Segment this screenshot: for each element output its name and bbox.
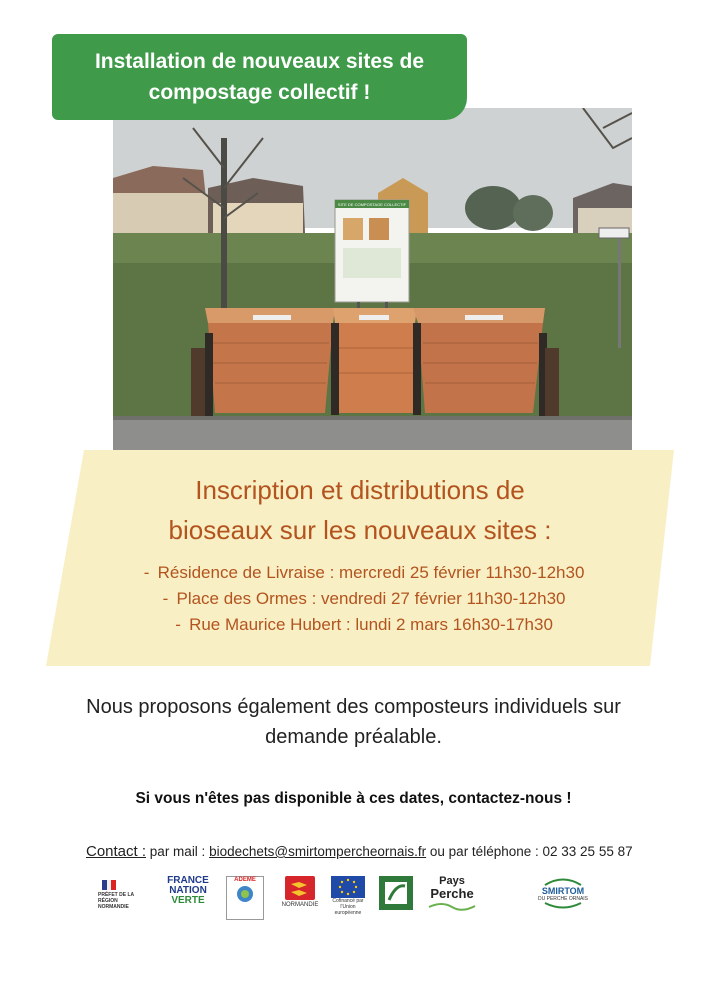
ademe-logo: ADEME	[226, 876, 264, 920]
prefet-normandie-logo: PRÉFET DE LA RÉGION NORMANDIE	[98, 876, 148, 922]
compost-photo-illustration	[113, 108, 632, 456]
unavailable-note: Si vous n'êtes pas disponible à ces dates, contactez-nous !	[135, 790, 572, 807]
region-normandie-logo: NORMANDIE	[278, 876, 322, 922]
phone-number: 02 33 25 55 87	[542, 844, 633, 859]
distribution-list	[60, 560, 660, 638]
partner-logos	[98, 876, 598, 926]
list-item: - Résidence de Livraise : mercredi 25 février 11h30-12h30	[143, 563, 585, 582]
info-title-line-2: bioseaux sur les nouveaux sites :	[168, 515, 552, 545]
compost-site-photo	[113, 108, 632, 456]
smirtom-logo: SMIRTOM DU PERCHE ORNAIS	[538, 876, 588, 922]
eu-flag-logo: Cofinancé par l'Union européenne	[330, 876, 366, 922]
france-nation-verte-logo: FRANCE NATION VERTE	[167, 875, 209, 906]
info-title-line-1: Inscription et distributions de	[195, 475, 525, 505]
contact-label: Contact :	[86, 843, 147, 860]
list-item: - Place des Ormes : vendredi 27 février 11h30-12h30	[162, 589, 566, 608]
leader-logo	[378, 876, 414, 922]
info-panel	[60, 470, 660, 638]
sign-title: SITE DE COMPOSTAGE COLLECTIF	[337, 202, 407, 207]
title-line-1: Installation de nouveaux sites de	[94, 50, 425, 73]
pays-perche-ornais-logo: Pays Perche	[424, 876, 480, 922]
email-link[interactable]: biodechets@smirtompercheornais.fr	[209, 844, 427, 859]
contact-line: Contact : par mail : biodechets@smirtompercheornais.fr ou par téléphone : 02 33 25 55 87	[86, 843, 633, 860]
list-item: - Rue Maurice Hubert : lundi 2 mars 16h30-17h30	[175, 615, 553, 634]
compost-bins	[191, 308, 559, 417]
title-banner	[52, 34, 467, 120]
title-line-2: compostage collectif !	[148, 81, 371, 104]
individual-composters-note: Nous proposons également des composteurs individuels sur demande préalable.	[86, 696, 621, 748]
